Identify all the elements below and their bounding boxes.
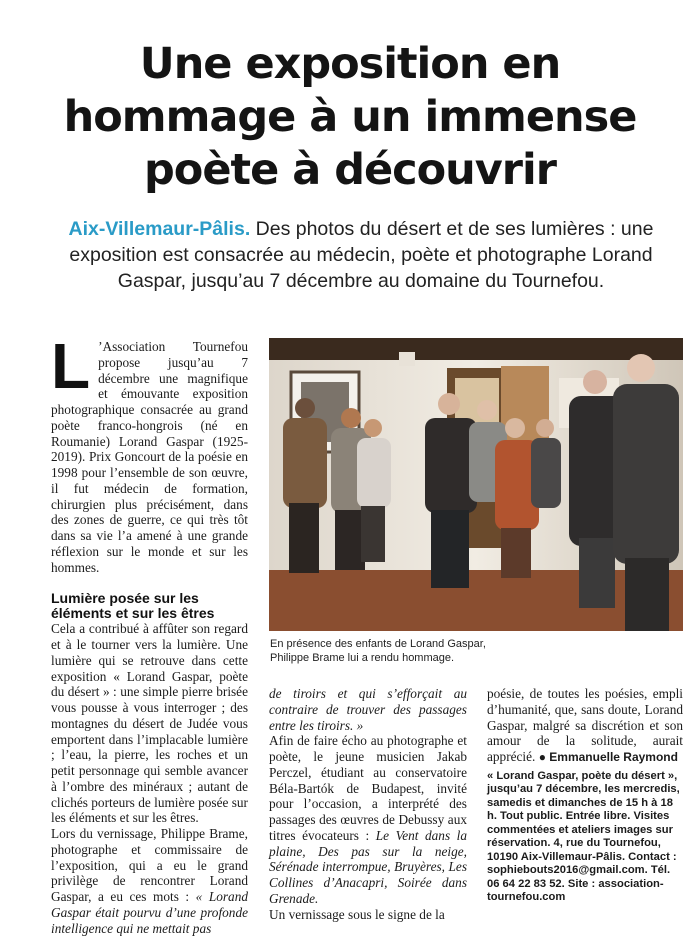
- practical-info: « Lorand Gaspar, poète du désert », jusqu’au 7 décembre, les mercredis, samedis et dimanches de 15 h à 18 h. Tout public. Entrée libre. Visites commentées et ateliers images sur réservation. 4, rue du Tournefou, 10190 Aix-Villemaur-Pâlis. Contact : sophiebouts2016@gmail.com. Tél. 06 64 22 83 52. Site : association-tournefou.com: [487, 769, 680, 904]
- drop-cap: L: [51, 330, 91, 402]
- debussy-titles: Le Vent dans la plaine, Des pas sur la neige, Sérénade interrompue, Bruyères, Les Collines d’Anacapri, Soirée dans Grenade.: [269, 827, 468, 906]
- subheading: Lumière posée sur les éléments et sur les êtres: [51, 590, 215, 622]
- headline-line-3: poète à découvrir: [144, 145, 556, 195]
- paragraph-music: [269, 733, 467, 906]
- caption-line-1: En présence des enfants de Lorand Gaspar,: [270, 638, 486, 650]
- lead-paragraph: [58, 216, 664, 294]
- intro-text: ’Association Tournefou propose jusqu’au 7 décembre une magnifique et émouvante exposition photographique consacrée au grand poète franco-hongrois (né en Roumanie) Lorand Gaspar (1925-2019). Prix Goncourt de la poésie en 1998 pour l’ensemble de son œuvre, il fut médecin de formation, chirurgien plus précisément, dans des zones de guerre, ce qui très tôt dans sa vie l’a amené à une grande réflexion sur le monde et sur les hommes.: [51, 339, 248, 575]
- paragraph-vernissage: [51, 826, 248, 936]
- paragraph-music-text: Afin de faire écho au photographe et poète, le jeune musicien Jakab Perczel, étudiant au conservatoire Béla-Bartók de Budapest, invité pour l’occasion, a interprété des passages des œuvres de Debussy aux titres évocateurs :: [269, 733, 467, 843]
- paragraph-closing-start: Un vernissage sous le signe de la: [269, 906, 445, 922]
- lead-text: Des photos du désert et de ses lumières : une exposition est consacrée au médecin, poète et photographe Lorand Gaspar, jusqu’au 7 décembre au domaine du Tournefou.: [69, 218, 654, 292]
- caption-line-2: Philippe Brame lui a rendu hommage.: [270, 652, 455, 664]
- paragraph-vernissage-text: Lors du vernissage, Philippe Brame, photographe et commissaire de l’exposition, qui a eu le grand privilège de rencontrer Lorand Gaspar, a eu ces mots :: [51, 826, 248, 904]
- headline-line-2: hommage à un immense: [63, 92, 637, 142]
- headline-line-1: Une exposition en: [139, 39, 561, 89]
- article-column-3: [487, 686, 683, 905]
- headline: [40, 38, 660, 197]
- article-column-2: [269, 686, 467, 922]
- lead-place: Aix-Villemaur-Pâlis.: [68, 218, 251, 240]
- intro-paragraph: [51, 330, 248, 575]
- quote-start: « Lorand Gaspar était pourvu d’une profonde intelligence qui ne mettait pas: [51, 889, 248, 936]
- paragraph-closing-text: poésie, de toutes les poésies, empli d’humanité, que, sans doute, Lorand Gaspar, malgré sa discrétion et son amour de la solitude, aurait apprécié.: [487, 686, 683, 764]
- quote-end: de tiroirs et qui s’efforçait au contraire de trouver des passages entre les tiroirs. »: [269, 686, 467, 733]
- photo-gallery-visitors: [269, 338, 683, 631]
- article-column-1: [51, 330, 248, 936]
- author-signature: ● Emmanuelle Raymond: [538, 750, 678, 764]
- paragraph-light: Cela a contribué à affûter son regard et à le tourner vers la lumière. Une lumière qui se retrouve dans cette exposition « Lorand Gaspar, poète du désert » : une simple pierre brisée vous pousse à vous interroger ; des montagnes du désert de Judée vous emportent dans l’implacable lumière ; l’eau, la pierre, les roches et un petit personnage qui semble avancer à l’ombre des minéraux ; autant de clichés porteurs de lumière posée sur les éléments et sur les êtres.: [51, 621, 248, 826]
- paragraph-closing-end: [487, 686, 683, 766]
- photo-caption: [270, 637, 680, 665]
- event-photo: [269, 338, 683, 631]
